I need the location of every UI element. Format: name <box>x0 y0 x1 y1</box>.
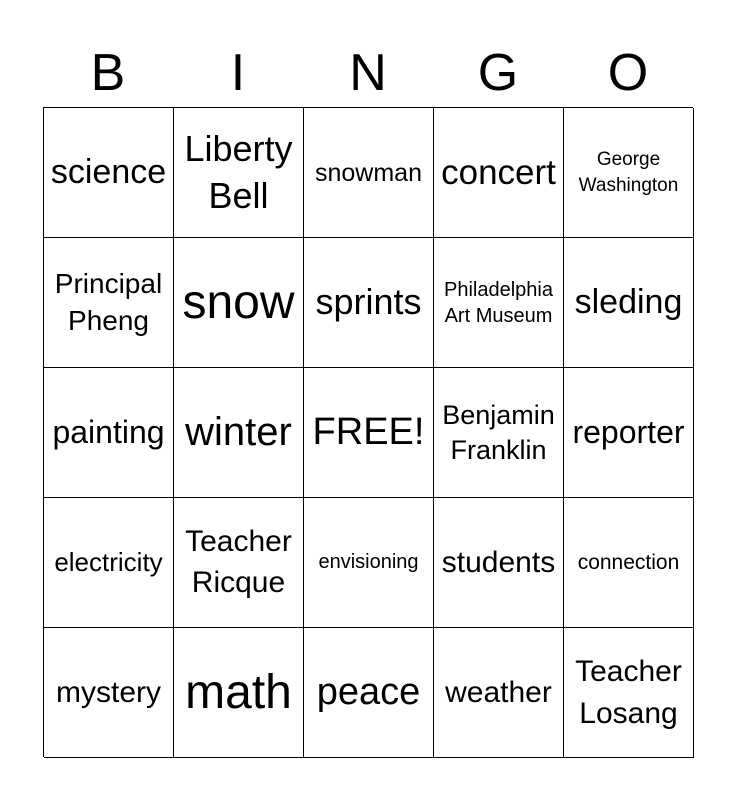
bingo-cell[interactable]: electricity <box>44 498 174 628</box>
bingo-header <box>43 42 693 104</box>
bingo-cell[interactable]: snowman <box>304 108 434 238</box>
bingo-cell[interactable]: envisioning <box>304 498 434 628</box>
bingo-cell[interactable]: Teacher Losang <box>564 628 694 758</box>
bingo-cell[interactable]: reporter <box>564 368 694 498</box>
bingo-cell[interactable]: Philadelphia Art Museum <box>434 238 564 368</box>
bingo-cell[interactable]: mystery <box>44 628 174 758</box>
header-letter-i: I <box>230 44 246 102</box>
bingo-cell[interactable]: peace <box>304 628 434 758</box>
header-letter-n: N <box>349 44 387 102</box>
header-letter-g: G <box>477 44 519 102</box>
bingo-cell[interactable]: Principal Pheng <box>44 238 174 368</box>
bingo-cell[interactable]: concert <box>434 108 564 238</box>
bingo-cell[interactable]: George Washington <box>564 108 694 238</box>
bingo-cell[interactable]: students <box>434 498 564 628</box>
bingo-cell[interactable]: Liberty Bell <box>174 108 304 238</box>
bingo-cell[interactable]: FREE! <box>304 368 434 498</box>
bingo-cell[interactable]: Teacher Ricque <box>174 498 304 628</box>
bingo-cell[interactable]: sprints <box>304 238 434 368</box>
bingo-cell[interactable]: sleding <box>564 238 694 368</box>
bingo-cell[interactable]: math <box>174 628 304 758</box>
bingo-board <box>43 107 693 757</box>
bingo-cell[interactable]: connection <box>564 498 694 628</box>
bingo-cell[interactable]: snow <box>174 238 304 368</box>
bingo-cell[interactable]: Benjamin Franklin <box>434 368 564 498</box>
header-letter-b: B <box>90 44 126 102</box>
header-letter-o: O <box>607 44 649 102</box>
bingo-cell[interactable]: weather <box>434 628 564 758</box>
bingo-cell[interactable]: painting <box>44 368 174 498</box>
bingo-cell[interactable]: science <box>44 108 174 238</box>
bingo-cell[interactable]: winter <box>174 368 304 498</box>
